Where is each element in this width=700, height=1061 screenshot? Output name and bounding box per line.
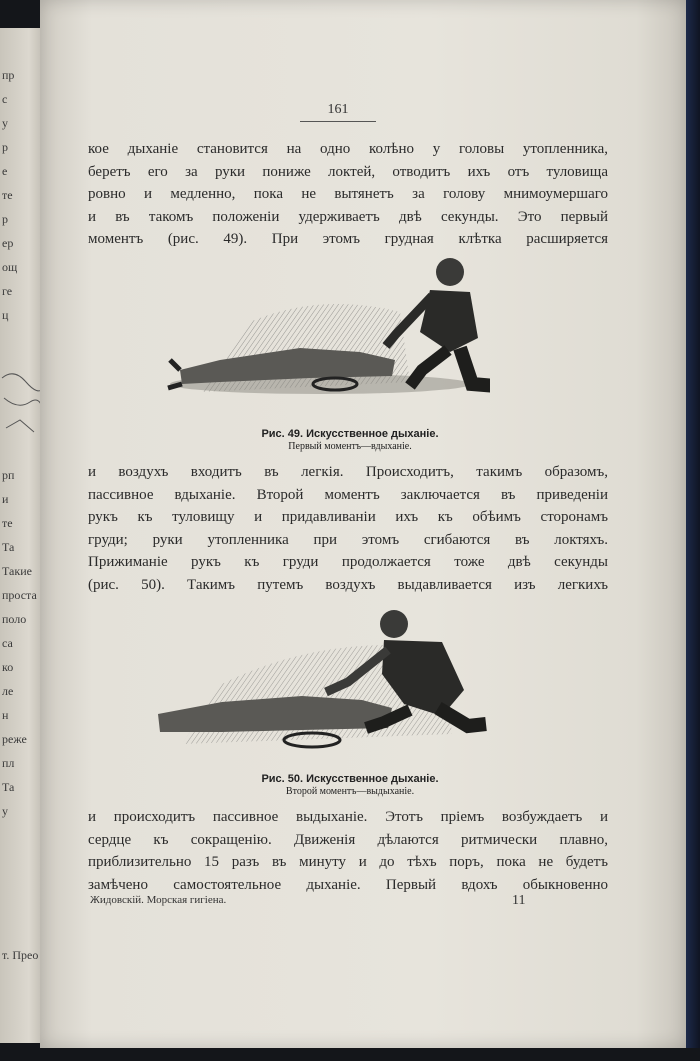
left-fragment: т. Прео [2, 948, 39, 962]
page-number-rule [300, 121, 376, 122]
text-line: моментъ (рис. 49). При этомъ грудная клѣтка расширяется [88, 231, 608, 247]
left-fragment: те [2, 188, 13, 202]
left-fragment: ц [2, 308, 9, 322]
left-fragment: и [2, 492, 9, 506]
paragraph-3 [88, 806, 608, 896]
text-line: кое дыханіе становится на одно колѣно у головы утопленника, [88, 141, 608, 157]
figure-49-title: Рис. 49. Искусственное дыханіе. [261, 428, 439, 440]
left-fragment: н [2, 708, 9, 722]
left-fragment: ле [2, 684, 14, 698]
text-line: беретъ его за руки пониже локтей, отводитъ ихъ отъ туловища [88, 163, 608, 180]
footer-signature-title: Жидовскій. Морская гигіена. [90, 894, 227, 906]
left-fragment: реже [2, 732, 27, 746]
left-fragment: р [2, 212, 8, 226]
text-line: (рис. 50). Такимъ путемъ воздухъ выдавливается изъ легкихъ [88, 576, 608, 593]
left-fragment: Та [2, 780, 15, 794]
figure-50-caption [180, 773, 520, 798]
figure-50-subtitle: Второй моментъ—выдыханіе. [285, 786, 415, 797]
left-fragment: рп [2, 468, 15, 482]
figure-49-illustration [160, 252, 490, 412]
left-fragment: ге [2, 284, 13, 298]
text-line: и воздухъ входитъ въ легкія. Происходитъ, такимъ образомъ, [88, 464, 608, 480]
left-fragment: те [2, 516, 13, 530]
left-fragment: Та [2, 540, 15, 554]
left-fragment: са [2, 636, 13, 650]
text-line: пассивное вдыханіе. Второй моментъ заключается въ приведеніи [88, 486, 608, 503]
left-fragment: ко [2, 660, 14, 674]
book-page [40, 0, 688, 1048]
left-fragment: у [2, 804, 8, 818]
left-fragment: с [2, 92, 8, 106]
text-line: и происходитъ пассивное выдыханіе. Этотъ пріемъ возбуждаетъ и [88, 809, 608, 825]
left-fragment: у [2, 116, 8, 130]
left-fragment: ощ [2, 260, 18, 274]
paragraph-1 [88, 138, 608, 251]
figure-50-title: Рис. 50. Искусственное дыханіе. [261, 773, 439, 785]
left-fragment: пр [2, 68, 15, 82]
footer-signature-number: 11 [512, 893, 526, 908]
left-fragment: проста [2, 588, 37, 602]
text-line: и въ такомъ положеніи удерживаетъ двѣ секунды. Это первый [88, 208, 608, 225]
figure-50-illustration [152, 604, 492, 762]
text-line: груди; руки утопленника при этомъ сгибаются въ локтяхъ. [88, 531, 608, 548]
figure-49-caption [180, 428, 520, 453]
text-line: сердце къ сокращенію. Движенія дѣлаются ритмически плавно, [88, 831, 608, 848]
text-line: ровно и медленно, пока не вытянетъ за голову мнимоумершаго [88, 186, 608, 202]
figure-49-subtitle: Первый моментъ—вдыханіе. [288, 441, 412, 452]
left-fragment: р [2, 140, 8, 154]
paragraph-2 [88, 461, 608, 596]
text-line: рукъ къ туловищу и придавливаніи ихъ къ обѣимъ сторонамъ [88, 509, 608, 525]
left-fragment: пл [2, 756, 15, 770]
text-line: замѣчено самостоятельное дыханіе. Первый вдохъ обыкновенно [88, 876, 608, 893]
left-fragment: Такие [2, 564, 32, 578]
text-line: приблизительно 15 разъ въ минуту и до тѣхъ поръ, пока не будетъ [88, 854, 608, 870]
left-fragment: поло [2, 612, 27, 626]
book-cover-edge [686, 0, 700, 1048]
page-number: 161 [327, 102, 349, 117]
text-line: Прижиманіе рукъ къ груди продолжается тоже двѣ секунды [88, 554, 608, 570]
left-fragment: е [2, 164, 8, 178]
left-fragment: ер [2, 236, 14, 250]
